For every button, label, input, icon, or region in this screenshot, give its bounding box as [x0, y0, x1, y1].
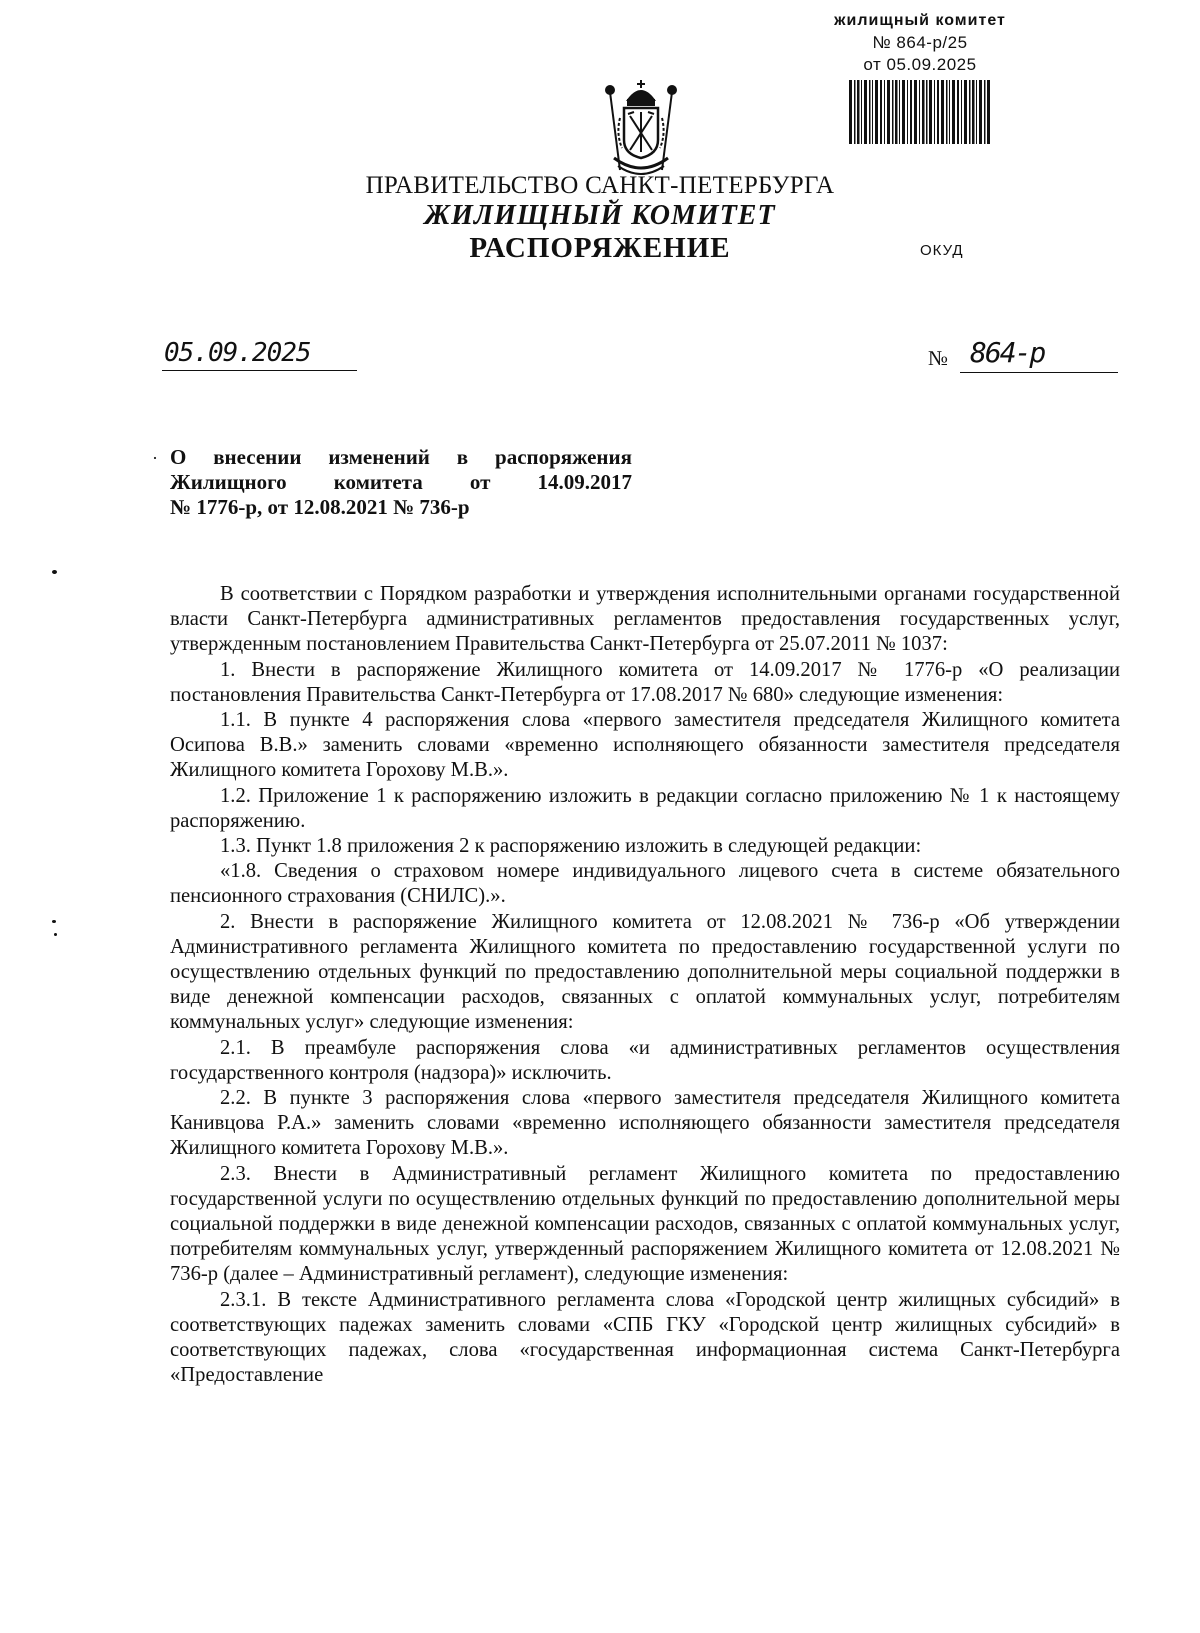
committee-title: ЖИЛИЩНЫЙ КОМИТЕТ [424, 200, 776, 231]
paragraph-1-2: 1.2. Приложение 1 к распоряжению изложить в редакции согласно приложению № 1 к настоящему распоряжению. [170, 784, 1120, 832]
paragraph-2-3-1: 2.3.1. В тексте Административного регламента слова «Городской центр жилищных субсидий» в соответствующих падежах заменить словами «СПБ ГКУ «Городской центр жилищных субсидий» в соответствующих падежах, слова «государственная информационная система Санкт-Петербурга «Предоставление [170, 1288, 1120, 1387]
paragraph-1-1: 1.1. В пункте 4 распоряжения слова «первого заместителя председателя Жилищного комитета Осипова В.В.» заменить словами «временно исполняющего обязанности заместителя председателя Жилищного комитета Горохову М.В.». [170, 709, 1120, 782]
document-type: РАСПОРЯЖЕНИЕ [469, 232, 731, 264]
barcode-icon [849, 80, 991, 144]
scan-speck [52, 570, 57, 574]
paragraph-2: 2. Внести в распоряжение Жилищного комитета от 12.08.2021 № 736-р «Об утверждении Административного регламента Жилищного комитета по предоставлению государственной услуги по осуществлению отдельных функций по предоставлению дополнительной меры социальной поддержки в виде денежной компенсации расходов, связанных с оплатой коммунальных услуг, потребителям коммунальных услуг» следующие изменения: [170, 910, 1120, 1034]
paragraph-1: 1. Внести в распоряжение Жилищного комитета от 14.09.2017 № 1776-р «О реализации постановления Правительства Санкт-Петербурга от 17.08.2017 № 680» следующие изменения: [170, 658, 1120, 706]
handwritten-date: 05.09.2025 [164, 338, 311, 368]
scan-speck [52, 920, 56, 923]
subject-line-1: О внесении изменений в распоряжения [170, 445, 632, 469]
paragraph-1-8-quote: «1.8. Сведения о страховом номере индивидуального лицевого счета в системе обязательного пенсионного страхования (СНИЛС).». [170, 860, 1120, 908]
paragraph-2-3: 2.3. Внести в Административный регламент Жилищного комитета по предоставлению государственной услуги по осуществлению отдельных функций по предоставлению дополнительной меры социальной поддержки в виде денежной компенсации расходов, связанных с оплатой коммунальных услуг, потребителям коммунальных услуг, утвержденный распоряжением Жилищного комитета от 12.08.2021 № 736-р (далее – Административный регламент), следующие изменения: [170, 1162, 1120, 1286]
stamp-date: от 05.09.2025 [863, 55, 977, 74]
paragraph-1-3: 1.3. Пункт 1.8 приложения 2 к распоряжению изложить в следующей редакции: [220, 835, 922, 858]
number-underline [960, 372, 1118, 373]
subject-bullet-icon: · [152, 448, 158, 468]
handwritten-number: 864-р [970, 336, 1045, 369]
paragraph-2-1: 2.1. В преамбуле распоряжения слова «и административных регламентов осуществления государственного контроля (надзора)» исключить. [170, 1036, 1120, 1084]
document-body [170, 582, 1120, 1389]
okud-label: ОКУД [920, 242, 964, 259]
subject-line-2: Жилищного комитета от 14.09.2017 [170, 470, 632, 494]
registration-stamp [790, 10, 1050, 144]
government-title: ПРАВИТЕЛЬСТВО САНКТ-ПЕТЕРБУРГА [365, 172, 835, 199]
date-underline [162, 370, 357, 371]
document-subject [170, 445, 632, 520]
stamp-number: № 864-р/25 [872, 33, 968, 52]
stamp-org: жилищный комитет [834, 12, 1006, 29]
subject-line-3: № 1776-р, от 12.08.2021 № 736-р [170, 495, 470, 519]
paragraph-2-2: 2.2. В пункте 3 распоряжения слова «первого заместителя председателя Жилищного комитета Канивцова Р.А.» заменить словами «временно исполняющего обязанности заместителя председателя Жилищного комитета Горохову М.В.». [170, 1087, 1120, 1160]
paragraph-preamble: В соответствии с Порядком разработки и утверждения исполнительными органами государственной власти Санкт-Петербурга административных регламентов предоставления государственных услуг, утвержденным постановлением Правительства Санкт-Петербурга от 25.07.2011 № 1037: [170, 583, 1120, 656]
scan-speck [54, 933, 57, 936]
coat-of-arms-icon [600, 78, 682, 182]
number-label: № [928, 346, 949, 370]
